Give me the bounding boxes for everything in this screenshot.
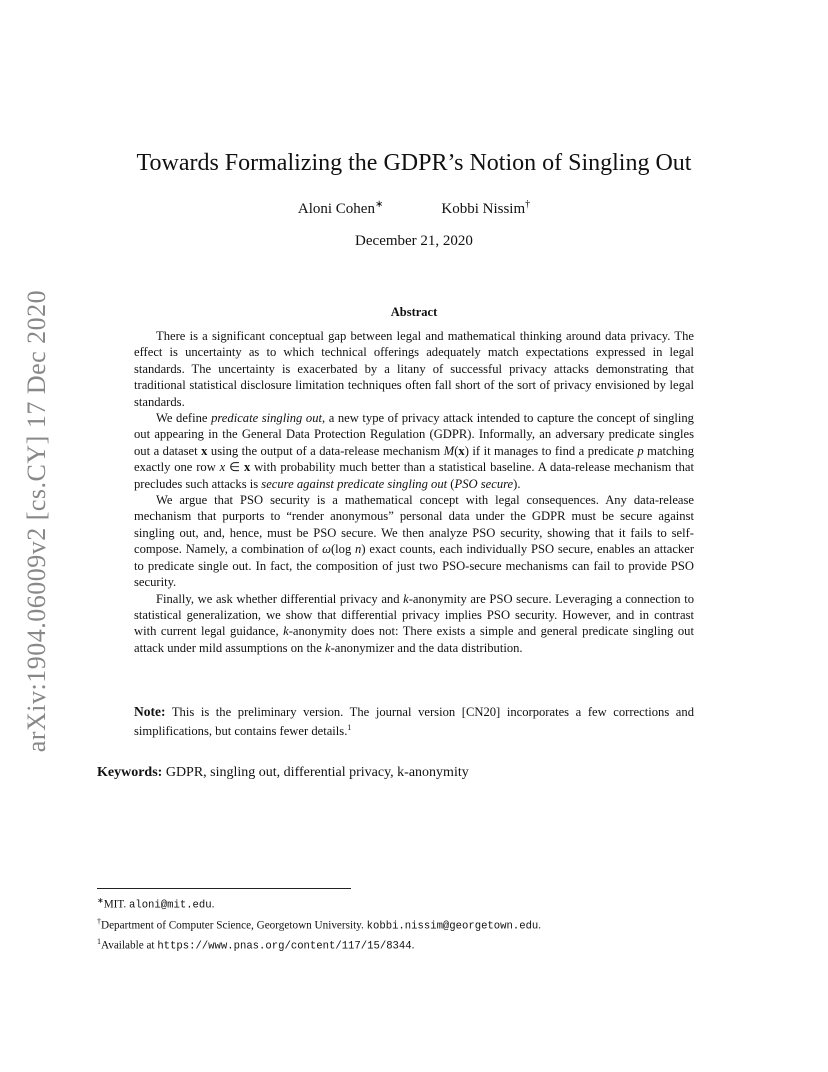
note-text: This is the preliminary version. The journal version [CN20] incorporates a few corrections and simplifications, but contains fewer details. (134, 705, 694, 739)
email-link[interactable]: aloni@mit.edu (128, 899, 212, 912)
paper-title: Towards Formalizing the GDPR’s Notion of Singling Out (136, 150, 692, 176)
paper-date: December 21, 2020 (355, 233, 473, 249)
author-list (0, 199, 828, 218)
abstract-paragraph: There is a significant conceptual gap between legal and mathematical thinking around data privacy. The effect is uncertainty as to which technical offerings adequately match expectations expressed in legal standards. The uncertainty is exacerbated by a litany of successful privacy attacks demonstrating that traditional statistical disclosure limitation techniques often fall short of the sort of privacy envisioned by legal standards. (134, 329, 694, 409)
keywords-label: Keywords: (97, 765, 163, 780)
arxiv-identifier: arXiv:1904.06009v2 [cs.CY] 17 Dec 2020 (22, 289, 51, 752)
keywords-text: GDPR, singling out, differential privacy, k-anonymity (162, 765, 469, 780)
footnote: †Department of Computer Science, Georgetown University. kobbi.nissim@georgetown.edu. (97, 916, 542, 933)
note-label: Note: (134, 704, 166, 719)
footnote-mark: 1 (347, 723, 352, 733)
footnote-divider (97, 888, 351, 889)
footnotes (97, 893, 717, 955)
url-link[interactable]: https://www.pnas.org/content/117/15/8344 (157, 941, 412, 954)
abstract-paragraph: We define predicate singling out, a new type of privacy attack intended to capture the concept of singling out appearing in the General Data Protection Regulation (GDPR). Informally, an adversary predicate singles out a dataset x using the output of a data-release mechanism M(x) if it manages to find a predicate p matching exactly one row x ∈ x with probability much better than a statistical baseline. A data-release mechanism that precludes such attacks is secure against predicate singling out (PSO secure). (134, 411, 695, 491)
preliminary-version-note (134, 704, 694, 740)
abstract-body (134, 328, 694, 656)
abstract-paragraph: Finally, we ask whether differential privacy and k-anonymity are PSO secure. Leveraging a connection to statistical generalization, we show that differential privacy implies PSO security. However, and in contrast with current legal guidance, k-anonymity does not: There exists a simple and general predicate singling out attack under mild assumptions on the k-anonymizer and the data distribution. (134, 591, 694, 655)
footnote: $^1$Available at https://www.pnas.org/content/117/15/8344. (97, 937, 415, 954)
email-link[interactable]: kobbi.nissim@georgetown.edu (366, 920, 539, 933)
author-affiliation-mark: ∗ (374, 199, 384, 210)
author: Kobbi Nissim† (441, 199, 531, 217)
footnote: ∗MIT. aloni@mit.edu. (97, 896, 215, 912)
author-affiliation-mark: † (525, 199, 531, 210)
abstract-paragraph: We argue that PSO security is a mathematical concept with legal consequences. Any data-release mechanism that purports to “render anonymous” personal data under the GDPR must be secure against singling out, and, hence, must be PSO secure. We then analyze PSO security, showing that it fails to self-compose. Namely, a combination of ω(log n) exact counts, each individually PSO secure, enables an attacker to predicate single out. In fact, the composition of just two PSO-secure mechanisms can fail to provide PSO security. (134, 493, 695, 590)
abstract-heading: Abstract (390, 305, 438, 319)
keywords (97, 765, 469, 781)
arxiv-side-stamp (22, 283, 52, 758)
author: Aloni Cohen∗ (297, 199, 384, 217)
